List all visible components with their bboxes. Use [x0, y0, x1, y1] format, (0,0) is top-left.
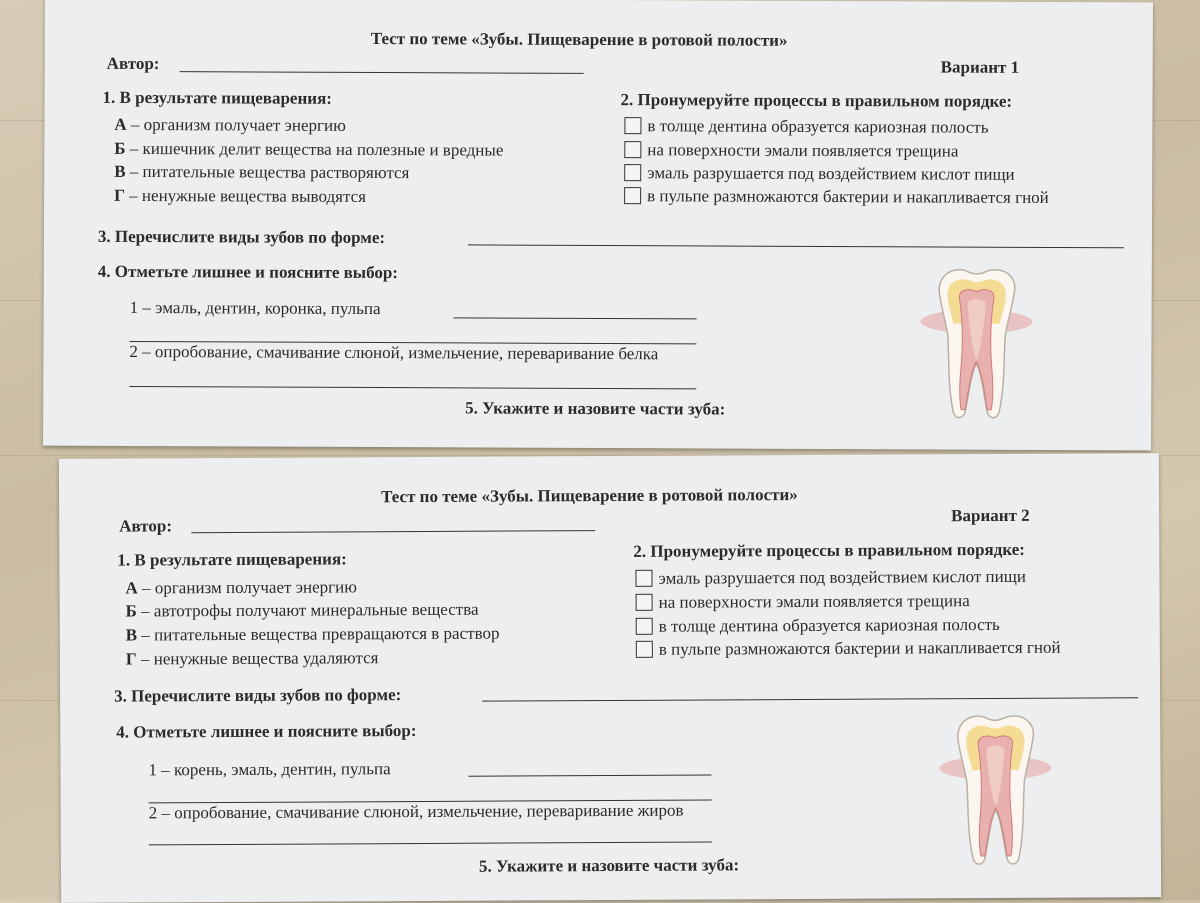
order-checkbox[interactable] [635, 570, 652, 587]
q2-item [624, 163, 1015, 185]
option-letter: А [125, 578, 138, 598]
q2-item-text: эмаль разрушается под воздействием кислот пищи [658, 566, 1026, 588]
q2-item [636, 591, 970, 613]
order-checkbox[interactable] [624, 164, 641, 181]
question-2-heading: 2. Пронумеруйте процессы в правильном порядке: [633, 539, 1025, 561]
option-text: – ненужные вещества выводятся [124, 185, 367, 206]
question-5-heading: 5. Укажите и назовите части зуба: [478, 855, 740, 876]
test-title: Тест по теме «Зубы. Пищеварение в ротовой полости» [380, 485, 798, 507]
q4-answer-line[interactable] [469, 774, 712, 776]
q2-item-text: в толще дентина образуется кариозная полость [647, 116, 989, 137]
question-3-heading: 3. Перечислите виды зубов по форме: [114, 685, 402, 706]
q2-item-text: в пульпе размножаются бактерии и накапливается гной [647, 186, 1049, 207]
author-answer-line[interactable] [180, 71, 584, 74]
option-text: – питательные вещества превращаются в раствор [137, 623, 500, 645]
order-checkbox[interactable] [624, 187, 641, 204]
q4-answer-line[interactable] [454, 317, 697, 319]
question-4-heading: 4. Отметьте лишнее и поясните выбор: [97, 261, 399, 283]
q1-option-b[interactable] [114, 139, 503, 161]
q1-option-v[interactable] [126, 624, 500, 646]
option-text: – ненужные вещества удаляются [136, 648, 379, 669]
option-text: – питательные вещества растворяются [125, 161, 410, 183]
option-letter: Г [125, 649, 137, 669]
option-letter: Г [114, 185, 125, 205]
q2-item [624, 140, 958, 161]
option-letter: В [125, 625, 138, 645]
option-text: – автотрофы получают минеральные вещества [136, 599, 479, 621]
q1-option-g[interactable] [126, 648, 379, 669]
q2-item-text: в пульпе размножаются бактерии и накапливается гной [658, 637, 1061, 659]
q2-item [624, 116, 988, 138]
q2-item-text: в толще дентина образуется кариозная полость [658, 614, 1000, 636]
q4-answer-line[interactable] [129, 386, 696, 389]
question-5-heading: 5. Укажите и назовите части зуба: [465, 398, 726, 419]
q2-item [635, 567, 1026, 589]
q4-line-2: 2 – опробование, смачивание слюной, измельчение, переваривание белка [129, 341, 659, 364]
q1-option-g[interactable] [114, 186, 366, 207]
option-text: – организм получает энергию [126, 114, 346, 135]
question-4-heading: 4. Отметьте лишнее и поясните выбор: [116, 721, 417, 742]
q1-option-b[interactable] [126, 600, 479, 622]
tooth-diagram-image [919, 263, 1035, 424]
q2-item [624, 186, 1049, 208]
order-checkbox[interactable] [624, 117, 641, 134]
q1-option-v[interactable] [114, 162, 409, 183]
option-text: – кишечник делит вещества на полезные и вредные [125, 138, 504, 160]
q4-answer-line[interactable] [149, 841, 712, 845]
question-2-heading: 2. Пронумеруйте процессы в правильном порядке: [620, 90, 1013, 111]
q4-line-1: 1 – корень, эмаль, дентин, пульпа [148, 759, 391, 780]
option-letter: А [114, 114, 127, 134]
q2-item [636, 638, 1061, 660]
question-1-heading: 1. В результате пищеварения: [117, 549, 347, 570]
q4-line-2: 2 – опробование, смачивание слюной, измельчение, переваривание жиров [148, 800, 684, 823]
q3-answer-line[interactable] [482, 697, 1138, 701]
tooth-diagram-image [938, 710, 1054, 871]
question-3-heading: 3. Перечислите виды зубов по форме: [97, 226, 386, 248]
q2-item-text: на поверхности эмали появляется трещина [658, 591, 970, 612]
option-text: – организм получает энергию [137, 577, 357, 598]
question-1-heading: 1. В результате пищеварения: [102, 87, 332, 108]
q1-option-a[interactable] [114, 115, 345, 136]
order-checkbox[interactable] [636, 594, 653, 611]
author-label: Автор: [119, 516, 173, 536]
q4-line-1: 1 – эмаль, дентин, коронка, пульпа [129, 297, 381, 319]
q2-item [636, 615, 1000, 637]
q2-item-text: на поверхности эмали появляется трещина [647, 140, 959, 161]
test-title: Тест по теме «Зубы. Пищеварение в ротовой полости» [370, 29, 788, 50]
option-letter: Б [125, 601, 137, 621]
q3-answer-line[interactable] [468, 244, 1124, 248]
variant-label: Вариант 1 [940, 57, 1020, 77]
option-letter: В [114, 161, 126, 181]
test-sheet-variant-2 [59, 453, 1161, 903]
order-checkbox[interactable] [636, 641, 653, 658]
order-checkbox[interactable] [624, 141, 641, 158]
variant-label: Вариант 2 [951, 505, 1030, 526]
q2-item-text: эмаль разрушается под воздействием кислот пищи [647, 163, 1015, 184]
author-answer-line[interactable] [191, 530, 595, 533]
option-letter: Б [114, 138, 126, 158]
order-checkbox[interactable] [636, 618, 653, 635]
q1-option-a[interactable] [125, 577, 356, 598]
author-label: Автор: [106, 53, 160, 74]
test-sheet-variant-1 [43, 0, 1153, 450]
